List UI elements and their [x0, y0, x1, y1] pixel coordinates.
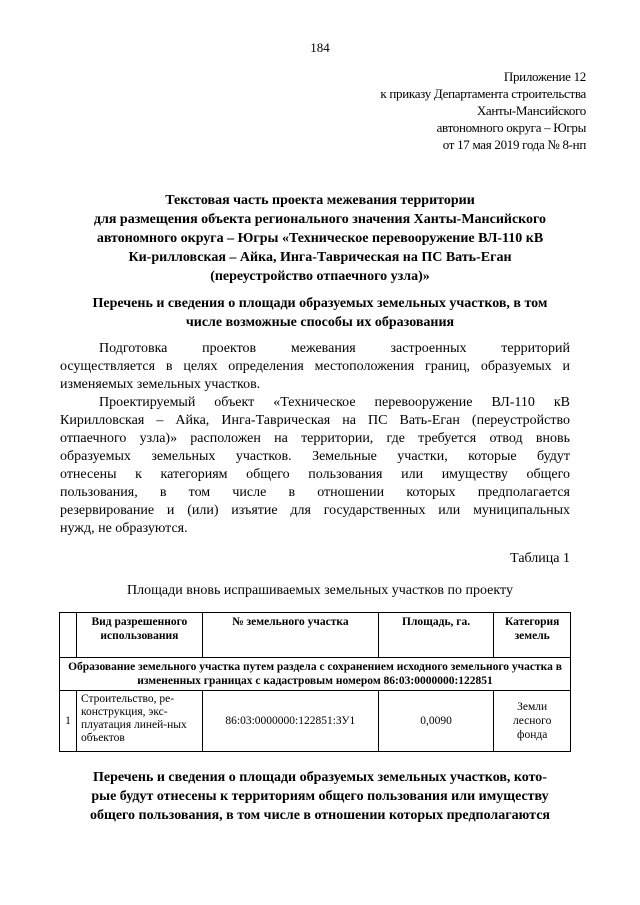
- land-plots-table: [59, 612, 571, 752]
- paragraph-purpose: [60, 340, 570, 394]
- paragraph-line: Подготовка проектов межевания застроенных территорий: [99, 341, 570, 356]
- heading-line: Перечень и сведения о площади образуемых земельных участков, кото-: [93, 770, 547, 785]
- cell-number: 1: [60, 691, 77, 752]
- title-line: Текстовая часть проекта межевания территории: [165, 193, 475, 208]
- header-cell: Категория земель: [494, 613, 571, 658]
- cell-area: 0,0090: [378, 691, 493, 752]
- appendix-header: [380, 68, 586, 153]
- heading-line: рые будут отнесены к территориям общего пользования или имуществу: [91, 789, 549, 804]
- section-heading-public: [60, 768, 580, 825]
- table-group-row: [60, 658, 571, 691]
- document-title: [60, 191, 580, 286]
- table-header-row: [60, 613, 571, 658]
- header-cell: № земельного участка: [202, 613, 378, 658]
- heading-line: Перечень и сведения о площади образуемых земельных участков, в том: [92, 296, 548, 311]
- title-line: для размещения объекта регионального значения Ханты-Мансийского: [93, 212, 547, 227]
- table-row: [60, 691, 571, 752]
- section-heading-plots: [60, 294, 580, 332]
- table-caption: Площади вновь испрашиваемых земельных участков по проекту: [127, 583, 513, 598]
- heading-line: числе возможные способы их образования: [185, 315, 455, 330]
- title-line: (переустройство отпаечного узла)»: [210, 269, 430, 284]
- appendix-line: автономного округа – Югры: [436, 120, 586, 135]
- paragraph-line: изменяемых земельных участков.: [60, 377, 261, 392]
- cell-category: Земли лесного фонда: [494, 691, 571, 752]
- appendix-line: от 17 мая 2019 года № 8-нп: [442, 137, 586, 152]
- paragraph-line: Кирилловская – Айка, Инга-Таврическая на ПС Вать-Еган (переустройство: [60, 413, 570, 428]
- paragraph-object: [60, 394, 570, 538]
- paragraph-line: пользования, в том числе в отношении которых предполагается: [60, 485, 570, 500]
- paragraph-line: резервирование и (или) изъятие для государственных или муниципальных: [60, 503, 570, 518]
- appendix-line: к приказу Департамента строительства: [380, 86, 586, 101]
- title-line: автономного округа – Югры «Техническое перевооружение ВЛ-110 кВ: [96, 231, 544, 246]
- title-line: Ки-рилловская – Айка, Инга-Таврическая на ПС Вать-Еган: [128, 250, 512, 265]
- header-cell: Вид разрешенного использования: [76, 613, 202, 658]
- cell-cadastral: 86:03:0000000:122851:ЗУ1: [202, 691, 378, 752]
- header-cell: Площадь, га.: [378, 613, 493, 658]
- paragraph-line: образуемых земельных участков. Земельные участки, которые будут: [60, 449, 570, 464]
- paragraph-line: нужд, не образуются.: [60, 521, 188, 536]
- heading-line: общего пользования, в том числе в отношении которых предполагаются: [90, 808, 550, 823]
- group-cell: Образование земельного участка путем раздела с сохранением исходного земельного участка в измененных границах с кадастровым номером 86:03:0000000:122851: [60, 658, 571, 691]
- paragraph-line: отнесены к категориям общего пользования или имуществу общего: [60, 467, 570, 482]
- page-number: 184: [310, 40, 330, 55]
- header-cell: [60, 613, 77, 658]
- appendix-line: Приложение 12: [503, 69, 586, 84]
- appendix-line: Ханты-Мансийского: [476, 103, 586, 118]
- paragraph-line: отпаечного узла)» расположен на территории, где требуется отвод вновь: [60, 431, 570, 446]
- paragraph-line: осуществляется в целях определения местоположения границ, образуемых и: [60, 359, 570, 374]
- paragraph-line: Проектируемый объект «Техническое перевооружение ВЛ-110 кВ: [99, 395, 570, 410]
- table-label: Таблица 1: [510, 551, 570, 566]
- cell-use: Строительство, ре-конструкция, экс-плуатация линей-ных объектов: [76, 691, 202, 752]
